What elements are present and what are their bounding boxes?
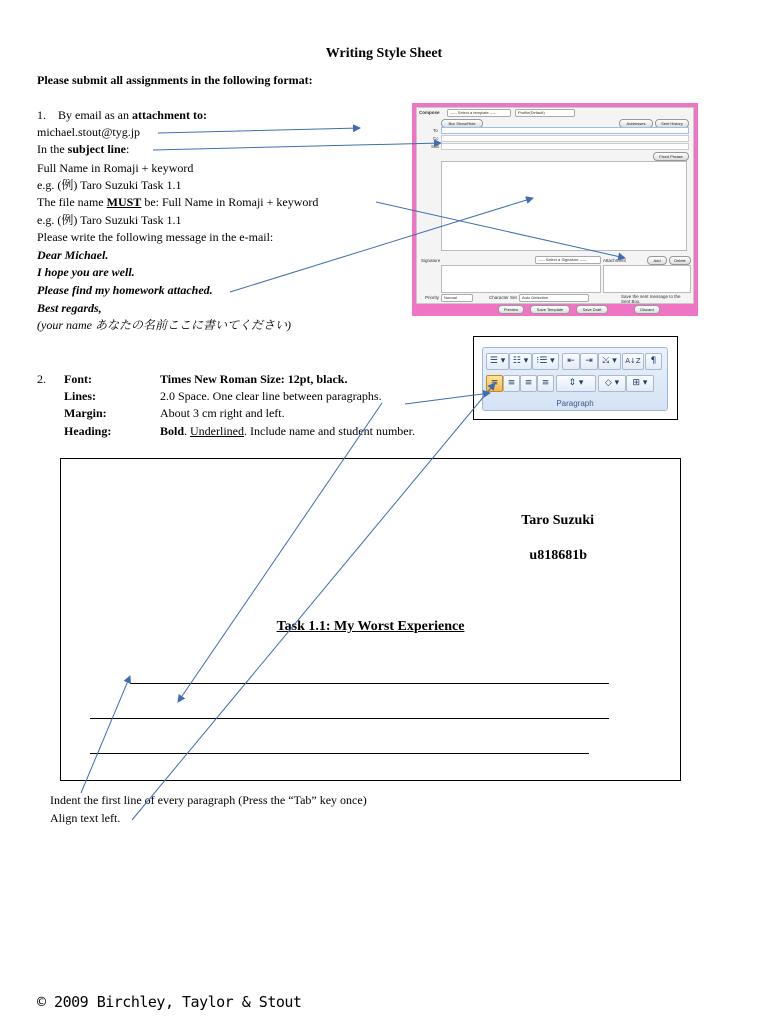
priority-select[interactable]: Normal: [441, 294, 473, 302]
subject-format: Full Name in Romaji + keyword: [37, 161, 194, 175]
subject-field[interactable]: [441, 143, 689, 150]
justify-icon[interactable]: ≡: [537, 375, 554, 392]
sample-line-1: [130, 683, 609, 684]
bcc-toggle-button[interactable]: Bcc Show/Hide: [441, 119, 483, 128]
font-label: Font:: [64, 372, 92, 386]
heading-value: [160, 423, 415, 440]
text-direction-icon[interactable]: ⤩ ▾: [598, 353, 621, 370]
bullets-icon[interactable]: ☰ ▾: [486, 353, 509, 370]
file-example: e.g. (例) Taro Suzuki Task 1.1: [37, 213, 182, 227]
arrow-to-field: [158, 128, 360, 133]
save-template-button[interactable]: Save Template: [530, 305, 570, 314]
message-body[interactable]: [441, 161, 687, 251]
word-paragraph-ribbon: [473, 336, 678, 420]
compose-label: Compose: [419, 110, 440, 115]
intro-text: Please submit all assignments in the following format:: [37, 73, 313, 87]
sample-task-title: Task 1.1: My Worst Experience: [276, 619, 465, 634]
priority-label: Priority: [425, 295, 440, 300]
arrow-subject-field: [153, 143, 441, 150]
subject-example: e.g. (例) Taro Suzuki Task 1.1: [37, 178, 182, 192]
heading-label: Heading:: [64, 424, 112, 438]
profile-select[interactable]: Profile(Default): [515, 109, 575, 117]
increase-indent-icon[interactable]: ⇥: [580, 353, 598, 370]
heading-sep: .: [184, 424, 191, 438]
copyright-footer: © 2009 Birchley, Taylor & Stout: [37, 993, 302, 1011]
file-name-instruction: [37, 194, 318, 211]
to-field[interactable]: [441, 127, 689, 134]
sort-icon[interactable]: A↓Z: [622, 353, 644, 370]
email-prefix: By email as an: [58, 108, 132, 122]
section-number: 1.: [37, 108, 46, 122]
numbering-icon[interactable]: ☷ ▾: [509, 353, 532, 370]
margin-value: About 3 cm right and left.: [160, 406, 285, 420]
shading-icon[interactable]: ◇ ▾: [598, 375, 626, 392]
email-address: michael.stout@tyg.jp: [37, 125, 141, 139]
subject-label: Sub: [431, 144, 440, 149]
heading-bold: Bold: [160, 424, 185, 438]
align-right-icon[interactable]: ≡: [520, 375, 537, 392]
indent-note: Indent the first line of every paragraph (Press the “Tab” key once): [50, 793, 367, 807]
sample-line-2: [90, 718, 609, 719]
signature-box[interactable]: [441, 265, 601, 293]
to-label: To: [433, 128, 438, 133]
subject-bold: subject line: [67, 142, 126, 156]
multilevel-list-icon[interactable]: ⁝☰ ▾: [532, 353, 559, 370]
heading-underlined: Underlined: [190, 424, 244, 438]
email-instruction: [37, 107, 207, 124]
save-draft-button[interactable]: Save Draft: [576, 305, 608, 314]
template-select[interactable]: ----- Select a template -----: [447, 109, 511, 117]
sample-student-number: u818681b: [529, 548, 587, 563]
align-center-icon[interactable]: ≡: [503, 375, 520, 392]
email-compose-screenshot: [412, 103, 698, 316]
font-value: Times New Roman Size: 12pt, black.: [160, 372, 348, 386]
cc-field[interactable]: [441, 135, 689, 142]
lines-value: 2.0 Space. One clear line between paragraphs.: [160, 389, 382, 403]
cc-label: Cc: [433, 136, 439, 141]
message-line-3: Please find my homework attached.: [37, 283, 213, 297]
attachment-label: Attachment: [603, 258, 626, 263]
page-title: Writing Style Sheet: [325, 46, 443, 61]
save-sent-checkbox-label[interactable]: Save the sent message to the Sent Box.: [621, 294, 681, 304]
compose-window: [416, 107, 694, 304]
message-line-5: (your name あなたの名前ここに書いてください): [37, 318, 291, 332]
file-suffix: be: Full Name in Romaji + keyword: [141, 195, 319, 209]
heading-rest: . Include name and student number.: [244, 424, 415, 438]
add-attachment-button[interactable]: Add: [647, 256, 667, 265]
paragraph-group-label: Paragraph: [556, 399, 594, 408]
borders-icon[interactable]: ⊞ ▾: [626, 375, 654, 392]
lines-label: Lines:: [64, 389, 97, 403]
delete-attachment-button[interactable]: Delete: [669, 256, 691, 265]
margin-label: Margin:: [64, 406, 107, 420]
email-bold: attachment to:: [131, 108, 207, 122]
section-2-number: 2.: [37, 372, 46, 386]
message-line-1: Dear Michael.: [37, 248, 109, 262]
decrease-indent-icon[interactable]: ⇤: [562, 353, 580, 370]
show-hide-paragraph-icon[interactable]: ¶: [645, 353, 662, 370]
sample-page: [60, 458, 681, 781]
signature-label: Signature: [421, 258, 441, 263]
message-line-2: I hope you are well.: [37, 265, 135, 279]
subject-instruction: [37, 141, 129, 158]
fixed-phrase-button[interactable]: Fixed Phrase: [653, 152, 689, 161]
subject-prefix: In the: [37, 142, 68, 156]
discard-button[interactable]: Discard: [634, 305, 660, 314]
attachment-box[interactable]: [603, 265, 691, 293]
addresses-button[interactable]: Addresses: [619, 119, 653, 128]
align-note: Align text left.: [50, 811, 121, 825]
message-intro: Please write the following message in the e-mail:: [37, 230, 274, 244]
signature-select[interactable]: ----- Select a Signature -----: [535, 256, 601, 264]
file-prefix: The file name: [37, 195, 107, 209]
charset-select[interactable]: Auto Detection: [519, 294, 589, 302]
subject-suffix: :: [126, 142, 130, 156]
line-spacing-icon[interactable]: ⇕ ▾: [556, 375, 596, 392]
message-line-4: Best regards,: [37, 301, 102, 315]
sample-student-name: Taro Suzuki: [521, 513, 594, 528]
file-must: MUST: [106, 195, 142, 209]
sent-history-button[interactable]: Sent History: [655, 119, 689, 128]
charset-label: Character Set: [489, 295, 517, 300]
preview-button[interactable]: Preview: [498, 305, 524, 314]
align-left-icon[interactable]: ≡: [486, 375, 503, 392]
paragraph-group: [482, 347, 668, 411]
sample-line-3: [90, 753, 589, 754]
